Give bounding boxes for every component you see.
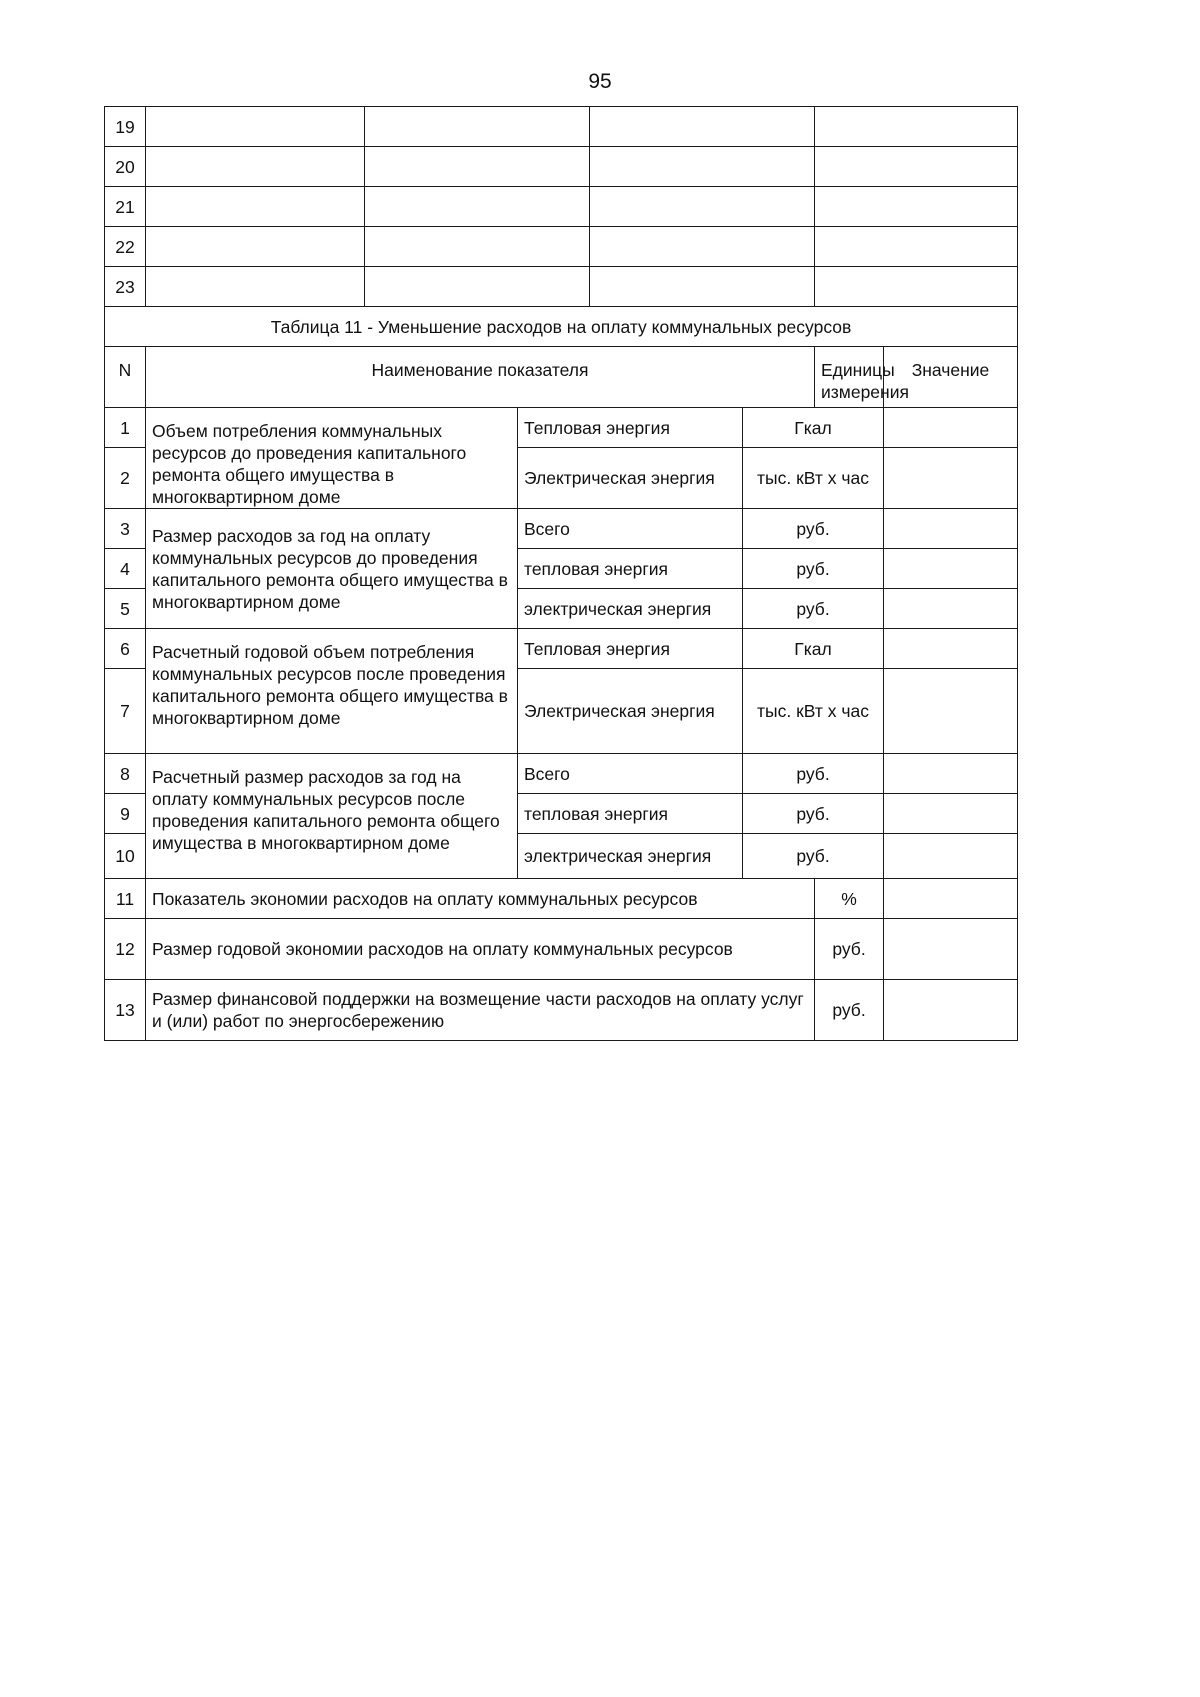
row-subtype: тепловая энергия	[518, 794, 743, 834]
empty-cell	[365, 107, 590, 147]
row-subtype: электрическая энергия	[518, 834, 743, 879]
empty-cell	[365, 147, 590, 187]
row-value	[884, 589, 1018, 629]
table-caption-row	[105, 307, 1018, 347]
empty-cell	[815, 187, 1018, 227]
row-subtype: электрическая энергия	[518, 589, 743, 629]
group-label: Расчетный размер расходов за год на оплату коммунальных ресурсов после проведения капитального ремонта общего имущества в многоквартирном доме	[146, 754, 518, 879]
group-label: Расчетный годовой объем потребления коммунальных ресурсов после проведения капитального ремонта общего имущества в многоквартирном доме	[146, 629, 518, 754]
row-number: 3	[105, 509, 146, 549]
empty-cell	[590, 227, 815, 267]
empty-cell	[590, 187, 815, 227]
row-unit: руб.	[815, 980, 884, 1041]
row-number: 23	[105, 267, 146, 307]
row-value	[884, 448, 1018, 509]
empty-cell	[815, 227, 1018, 267]
row-unit: Гкал	[743, 629, 884, 669]
header-name: Наименование показателя	[146, 347, 815, 408]
row-label: Размер годовой экономии расходов на оплату коммунальных ресурсов	[146, 919, 815, 980]
row-value	[884, 879, 1018, 919]
table-row	[105, 879, 1018, 919]
row-number: 4	[105, 549, 146, 589]
empty-cell	[365, 227, 590, 267]
empty-cell	[365, 187, 590, 227]
empty-cell	[815, 147, 1018, 187]
row-number: 21	[105, 187, 146, 227]
row-value	[884, 834, 1018, 879]
row-subtype: Тепловая энергия	[518, 408, 743, 448]
empty-cell	[146, 107, 365, 147]
table-row	[105, 629, 1018, 669]
row-unit: руб.	[743, 834, 884, 879]
row-subtype: Электрическая энергия	[518, 669, 743, 754]
row-subtype: Электрическая энергия	[518, 448, 743, 509]
row-unit: руб.	[743, 549, 884, 589]
row-unit: %	[815, 879, 884, 919]
empty-cell	[590, 107, 815, 147]
empty-cell	[146, 147, 365, 187]
row-number: 9	[105, 794, 146, 834]
row-value	[884, 754, 1018, 794]
header-units: Единицы измерения	[815, 347, 884, 408]
row-number: 1	[105, 408, 146, 448]
row-unit: руб.	[815, 919, 884, 980]
prev-table-row	[105, 227, 1018, 267]
empty-cell	[815, 267, 1018, 307]
prev-table-row	[105, 267, 1018, 307]
row-subtype: тепловая энергия	[518, 549, 743, 589]
prev-table-row	[105, 107, 1018, 147]
row-label: Размер финансовой поддержки на возмещение части расходов на оплату услуг и (или) работ по энергосбережению	[146, 980, 815, 1041]
prev-table-row	[105, 187, 1018, 227]
row-subtype: Всего	[518, 754, 743, 794]
row-value	[884, 549, 1018, 589]
table-row	[105, 980, 1018, 1041]
empty-cell	[146, 227, 365, 267]
row-label: Показатель экономии расходов на оплату коммунальных ресурсов	[146, 879, 815, 919]
row-value	[884, 629, 1018, 669]
row-number: 5	[105, 589, 146, 629]
row-unit: руб.	[743, 589, 884, 629]
empty-cell	[590, 147, 815, 187]
row-unit: руб.	[743, 509, 884, 549]
empty-cell	[146, 187, 365, 227]
empty-cell	[365, 267, 590, 307]
row-subtype: Всего	[518, 509, 743, 549]
empty-cell	[590, 267, 815, 307]
empty-cell	[146, 267, 365, 307]
header-n: N	[105, 347, 146, 408]
row-value	[884, 408, 1018, 448]
row-number: 20	[105, 147, 146, 187]
table-row	[105, 509, 1018, 549]
empty-cell	[815, 107, 1018, 147]
table-row	[105, 919, 1018, 980]
group-label: Объем потребления коммунальных ресурсов до проведения капитального ремонта общего имущества в многоквартирном доме	[146, 408, 518, 509]
row-number: 8	[105, 754, 146, 794]
group-label: Размер расходов за год на оплату коммунальных ресурсов до проведения капитального ремонта общего имущества в многоквартирном доме	[146, 509, 518, 629]
row-value	[884, 980, 1018, 1041]
table-row	[105, 754, 1018, 794]
table-row	[105, 408, 1018, 448]
row-number: 11	[105, 879, 146, 919]
header-value: Значение	[884, 347, 1018, 408]
row-subtype: Тепловая энергия	[518, 629, 743, 669]
row-unit: Гкал	[743, 408, 884, 448]
document-table	[104, 106, 1018, 1041]
row-value	[884, 669, 1018, 754]
row-number: 12	[105, 919, 146, 980]
table-caption: Таблица 11 - Уменьшение расходов на оплату коммунальных ресурсов	[105, 307, 1018, 347]
row-number: 22	[105, 227, 146, 267]
page-number: 95	[588, 70, 612, 93]
row-unit: руб.	[743, 754, 884, 794]
row-number: 13	[105, 980, 146, 1041]
row-value	[884, 794, 1018, 834]
row-number: 19	[105, 107, 146, 147]
row-number: 7	[105, 669, 146, 754]
row-number: 6	[105, 629, 146, 669]
row-unit: руб.	[743, 794, 884, 834]
prev-table-row	[105, 147, 1018, 187]
row-value	[884, 919, 1018, 980]
row-value	[884, 509, 1018, 549]
table-header-row	[105, 347, 1018, 408]
row-unit: тыс. кВт x час	[743, 448, 884, 509]
row-number: 2	[105, 448, 146, 509]
row-unit: тыс. кВт x час	[743, 669, 884, 754]
row-number: 10	[105, 834, 146, 879]
